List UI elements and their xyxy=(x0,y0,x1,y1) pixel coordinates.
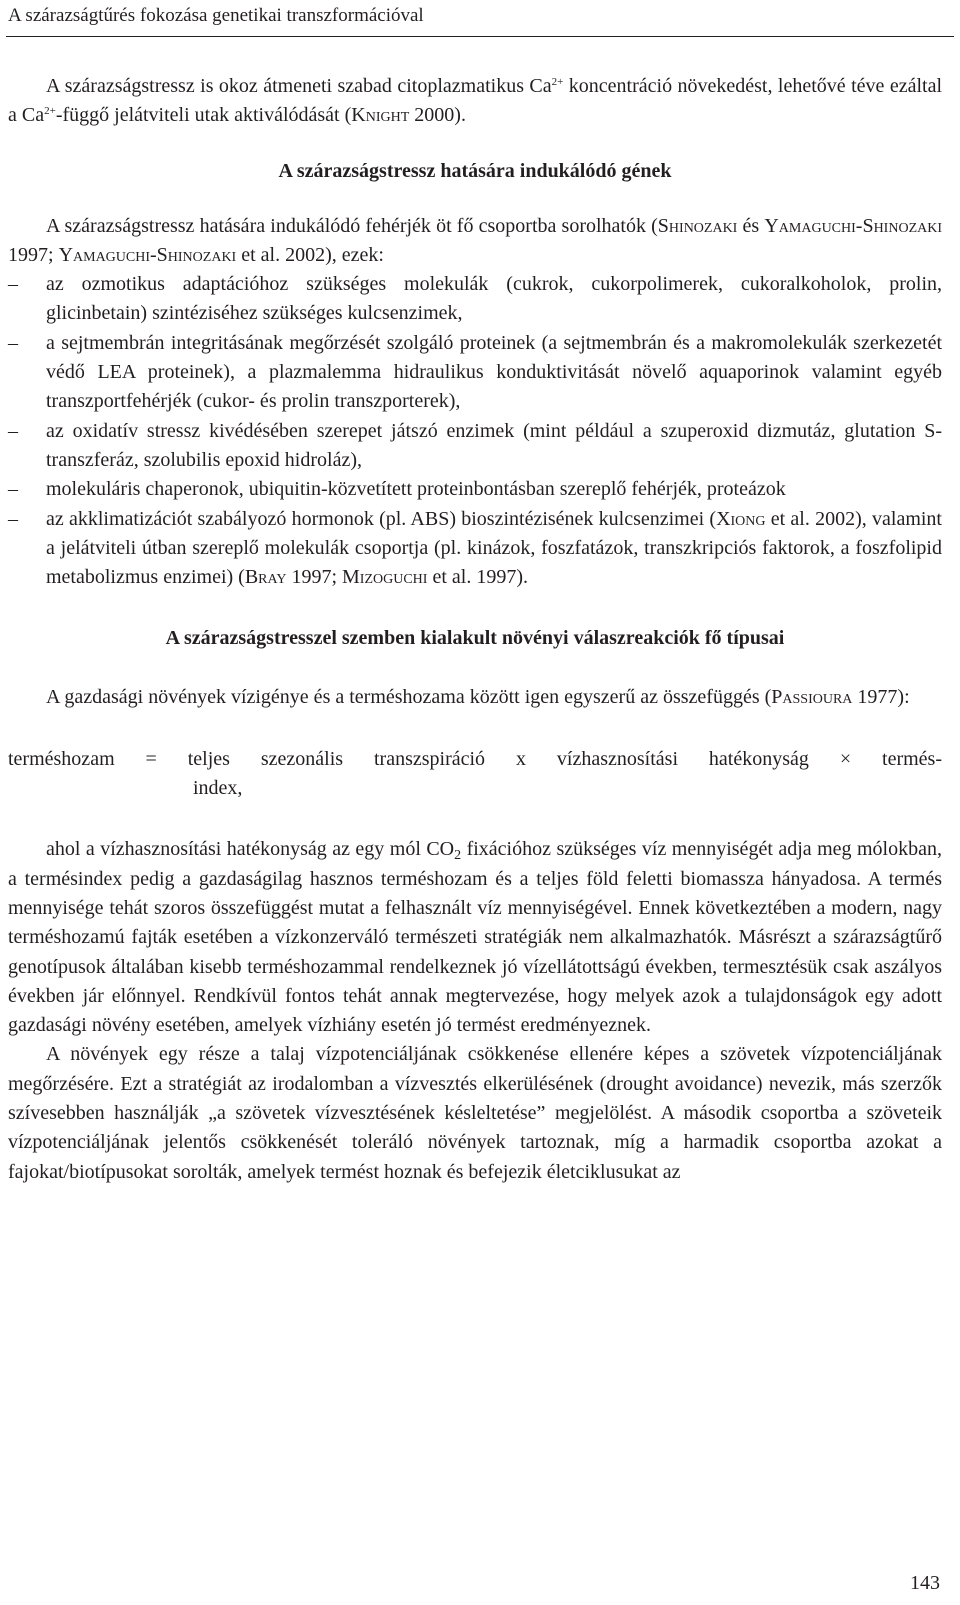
text-run: et al. 1997). xyxy=(427,566,528,589)
superscript: 2+ xyxy=(551,76,564,88)
list-item-text: a sejtmembrán integritásának megőrzését szolgáló proteinek (a sejtmembrán és a makromolekulák szerkezetét védő LEA proteinek), a plazmalemma hidraulikus konduktivitását növelő aquaporinok valamint egyéb transzportfehérjék (cukor- és prolin transzporterek), xyxy=(46,331,942,413)
list-item xyxy=(8,270,942,329)
list-item xyxy=(8,505,942,593)
dash-bullet: – xyxy=(8,507,18,530)
dash-bullet: – xyxy=(8,419,18,442)
paragraph-calcium xyxy=(8,72,942,131)
paragraph-yield-relation xyxy=(8,683,942,712)
text-run: koncentráció növekedést, lehetővé téve ezáltal a Ca xyxy=(8,75,943,127)
text-run: az akklimatizációt szabályozó hormonok (pl. ABS) bioszintézisének kulcsenzimei ( xyxy=(46,507,717,530)
text-run: 1977): xyxy=(852,686,910,709)
list-item-text: az ozmotikus adaptációhoz szükséges molekulák (cukrok, cukorpolimerek, cukoralkoholok, prolin, glicinbetain) szintéziséhez szükséges kulcsenzimek, xyxy=(46,273,942,325)
header-rule xyxy=(6,36,954,37)
protein-group-list xyxy=(8,270,942,592)
paragraph-water-use-efficiency xyxy=(8,835,942,1040)
author-citation: Mizoguchi xyxy=(342,566,428,589)
dash-bullet: – xyxy=(8,478,18,501)
text-run: 2000). xyxy=(409,104,466,127)
paragraph-drought-strategies: A növények egy része a talaj vízpotenciáljának csökkenése ellenére képes a szövetek vízpotenciáljának megőrzésére. Ezt a stratégiát az irodalomban a vízvesztés elkerülésének (drought avoidance) nevezik, más szerzők szívesebben használják „a szövetek vízvesztésének késleltetése” megjelölést. A második csoportba a szöveteik vízpotenciáljának jelentős csökkenését toleráló növények tartoznak, míg a harmadik csoportba azokat a fajokat/biotípusokat sorolták, amelyek termést hoznak és befejezik életciklusukat az xyxy=(8,1043,942,1183)
author-citation: Passioura xyxy=(771,686,853,709)
text-run: 1997; xyxy=(286,566,343,589)
text-run: A szárazságstressz hatására indukálódó fehérjék öt fő csoportba sorolhatók ( xyxy=(46,214,658,237)
text-run: A szárazságstressz is okoz átmeneti szabad citoplazmatikus Ca xyxy=(46,75,552,97)
dash-bullet: – xyxy=(8,331,18,354)
page-body xyxy=(8,72,942,1187)
formula-line: index, xyxy=(193,777,243,800)
text-run: -függő jelátviteli utak aktiválódását ( xyxy=(55,104,352,127)
text-run: A gazdasági növények vízigénye és a terméshozama között igen egyszerű az összefüggés ( xyxy=(46,686,772,709)
text-run: ahol a vízhasznosítási hatékonyság az egy mól CO xyxy=(46,838,455,861)
list-item xyxy=(8,475,942,504)
section-heading-induced-genes: A szárazságstressz hatására indukálódó gének xyxy=(278,159,672,182)
dash-bullet: – xyxy=(8,273,18,296)
running-head: A szárazságtűrés fokozása genetikai transzformációval xyxy=(8,5,424,26)
list-item-text: az oxidatív stressz kivédésében szerepet játszó enzimek (mint például a szuperoxid dizmutáz, glutation S-transzferáz, szolubilis epoxid hidroláz), xyxy=(46,419,942,471)
text-run: és xyxy=(737,214,765,237)
page-number: 143 xyxy=(910,1572,940,1594)
text-run: 1997; xyxy=(8,243,59,266)
author-citation: Bray xyxy=(244,566,287,589)
list-item-text: molekuláris chaperonok, ubiquitin-közvetített proteinbontásban szereplő fehérjék, proteázok xyxy=(46,478,786,501)
yield-formula xyxy=(8,745,942,804)
author-citation: Yamaguchi-Shinozaki xyxy=(764,214,942,237)
author-citation: Xiong xyxy=(716,507,766,530)
author-citation: Shinozaki xyxy=(657,214,738,237)
subscript: 2 xyxy=(454,848,462,864)
text-run: et al. 2002), ezek: xyxy=(236,243,384,266)
author-citation: Knight xyxy=(351,104,410,127)
author-citation: Yamaguchi-Shinozaki xyxy=(58,243,237,266)
text-run: fixációhoz szükséges víz mennyiségét adja meg mólokban, a termésindex pedig a gazdaságilag hasznos terméshozam és a teljes föld feletti biomassza hányadosa. A termés mennyisége tehát szoros összefüggést mutat a felhasznált víz mennyiségével. Ennek következtében a modern, nagy terméshozamú fajták esetében a vízkonzerváló természeti stratégiák nem alkalmazhatók. Másrészt a szárazságtűrő genotípusok általában kisebb terméshozammal rendelkeznek jó vízellátottságú években, termesztésük csak aszályos években jár előnnyel. Rendkívül fontos tehát annak megtervezése, hogy melyek azok a tulajdonságok egy adott gazdasági növény esetében, amelyek vízhiány esetén jó termést eredményeznek. xyxy=(8,838,942,1037)
section-heading-response-types: A szárazságstresszel szemben kialakult növényi válaszreakciók fő típusai xyxy=(165,627,785,650)
superscript: 2+ xyxy=(44,105,56,118)
text-run: et al. 2002), valamint a jelátviteli útban szereplő molekulák csoportja (pl. kinázok, foszfatázok, transzkripciós faktorok, a foszfolipid metabolizmus enzimei) ( xyxy=(46,507,942,589)
list-item xyxy=(8,417,942,476)
list-item xyxy=(8,329,942,417)
paragraph-protein-groups xyxy=(8,212,942,271)
formula-line: terméshozam = teljes szezonális transzspiráció x vízhasznosítási hatékonyság × termés- xyxy=(8,747,942,770)
